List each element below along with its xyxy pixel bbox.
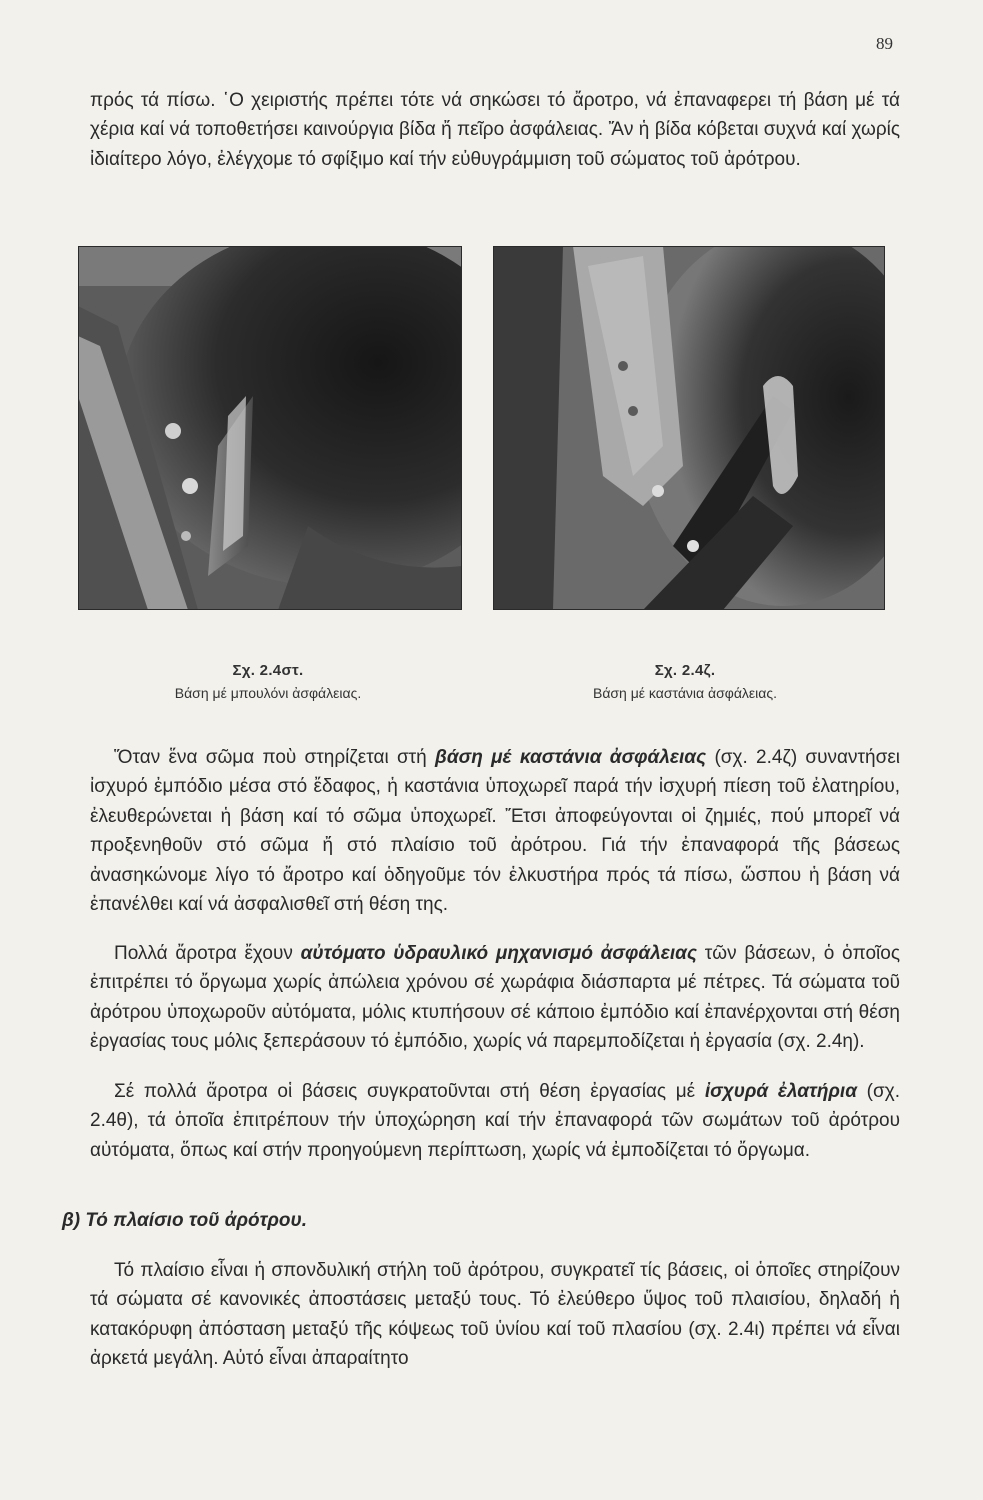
paragraph-2	[90, 743, 900, 919]
figure-caption-text-1: Βάση μέ μπουλόνι ἀσφάλειας.	[174, 685, 362, 701]
paragraph-4	[90, 1077, 900, 1165]
photo-ratchet-safety-image	[493, 246, 885, 610]
photo-bolt-safety-image	[78, 246, 462, 610]
figure-label-1: Σχ. 2.4στ.	[232, 662, 304, 679]
paragraph-4-text-c: (σχ. 2.4θ), τά ὁποῖα ἐπιτρέπουν τήν ὑποχώρηση καί τήν ἐπαναφορά τῶν σωμάτων τοῦ ἀρότρου αὐτόματα, ὅπως καί στήν προηγούμενη περίπτωση, χωρίς νά ἐμποδίζεται τό ὄργωμα.	[90, 1081, 900, 1161]
paragraph-3	[90, 939, 900, 1057]
paragraph-2-text-c: (σχ. 2.4ζ) συναντήσει ἰσχυρό ἐμπόδιο μέσα στό ἔδαφος, ἡ καστάνια ὑποχωρεῖ παρά τήν ἰσχυρή πίεση τοῦ ἐλατηρίου, ἐλευθερώνεται ἡ βάση καί τό σῶμα ὑποχωρεῖ. Ἔτσι ἀποφεύγονται οἱ ζημιές, πού μπορεῖ νά προξενηθοῦν στό σῶμα ἤ στό πλαίσιο τοῦ ἀρότρου. Γιά τήν ἐπαναφορά τῆς βάσεως ἀνασηκώνομε λίγο τό ἄροτρο καί ὁδηγοῦμε τόν ἑλκυστήρα πρός τά πίσω, ὥσπου ἡ βάση νά ἐπανέλθει καί νά ἀσφαλισθεῖ στή θέση της.	[90, 747, 901, 916]
paragraph-4-text-a: Σέ πολλά ἄροτρα οἱ βάσεις συγκρατοῦνται στή θέση ἐργασίας μέ	[114, 1081, 705, 1102]
paragraph-4-emphasis: ἰσχυρά ἐλατήρια	[704, 1081, 857, 1102]
figure-photo-bolt-safety	[78, 246, 462, 610]
paragraph-3-emphasis: αὐτόματο ὑδραυλικό μηχανισμό ἀσφάλειας	[300, 943, 698, 964]
paragraph-5: Τό πλαίσιο εἶναι ἡ σπονδυλική στήλη τοῦ ἀρότρου, συγκρατεῖ τίς βάσεις, οἱ ὁποῖες στηρίζουν τά σώματα σέ κανονικές ἀποστάσεις μεταξύ τους. Τό ἐλεύθερο ὕψος τοῦ πλαισίου, δηλαδή ἡ κατακόρυφη ἀπόσταση μεταξύ τῆς κόψεως τοῦ ὑνίου καί τοῦ πλασίου (σχ. 2.4ι) πρέπει νά εἶναι ἀρκετά μεγάλη. Αὐτό εἶναι ἀπαραίτητο	[90, 1260, 900, 1370]
paragraph-1: πρός τά πίσω. ῾Ο χειριστής πρέπει τότε νά σηκώσει τό ἄροτρο, νά ἐπαναφερει τή βάση μέ τά χέρια καί νά τοποθετήσει καινούργια βίδα ἤ πεῖρο ἀσφάλειας. Ἄν ἡ βίδα κόβεται συχνά καί χωρίς ἰδιαίτερο λόγο, ἐλέγχομε τό σφίξιμο καί τήν εὐθυγράμμιση τοῦ σώματος τοῦ ἀρότρου.	[90, 90, 900, 170]
figure-caption-2	[530, 660, 840, 704]
page-number: 89	[876, 34, 893, 53]
paragraph-3-text-c: τῶν βάσεων, ὁ ὁποῖος ἐπιτρέπει τό ὄργωμα χωρίς ἀπώλεια χρόνου σέ χωράφια διάσπαρτα μέ πέτρες. Τά σώματα τοῦ ἀρότρου ὑποχωροῦν αὐτόματα, μόλις κτυπήσουν σέ κάποιο ἐμπόδιο καί ἐπανέρχονται στή θέση ἐργασίας τους μόλις ξεπεράσουν τό ἐμπόδιο, χωρίς νά παρεμποδίζεται ἡ ἐργασία (σχ. 2.4η).	[90, 943, 900, 1053]
paragraph-2-emphasis: βάση μέ καστάνια ἀσφάλειας	[435, 747, 707, 768]
section-heading: β) Τό πλαίσιο τοῦ ἀρότρου.	[62, 1210, 308, 1231]
paragraph-3-text-a: Πολλά ἄροτρα ἔχουν	[114, 943, 301, 964]
figure-caption-text-2: Βάση μέ καστάνια ἀσφάλειας.	[592, 685, 778, 701]
figure-photo-ratchet-safety	[493, 246, 885, 610]
figure-caption-1	[118, 660, 418, 704]
paragraph-2-text-a: Ὅταν ἕνα σῶμα ποὺ στηρίζεται στή	[114, 747, 436, 768]
figure-label-2: Σχ. 2.4ζ.	[654, 662, 716, 679]
